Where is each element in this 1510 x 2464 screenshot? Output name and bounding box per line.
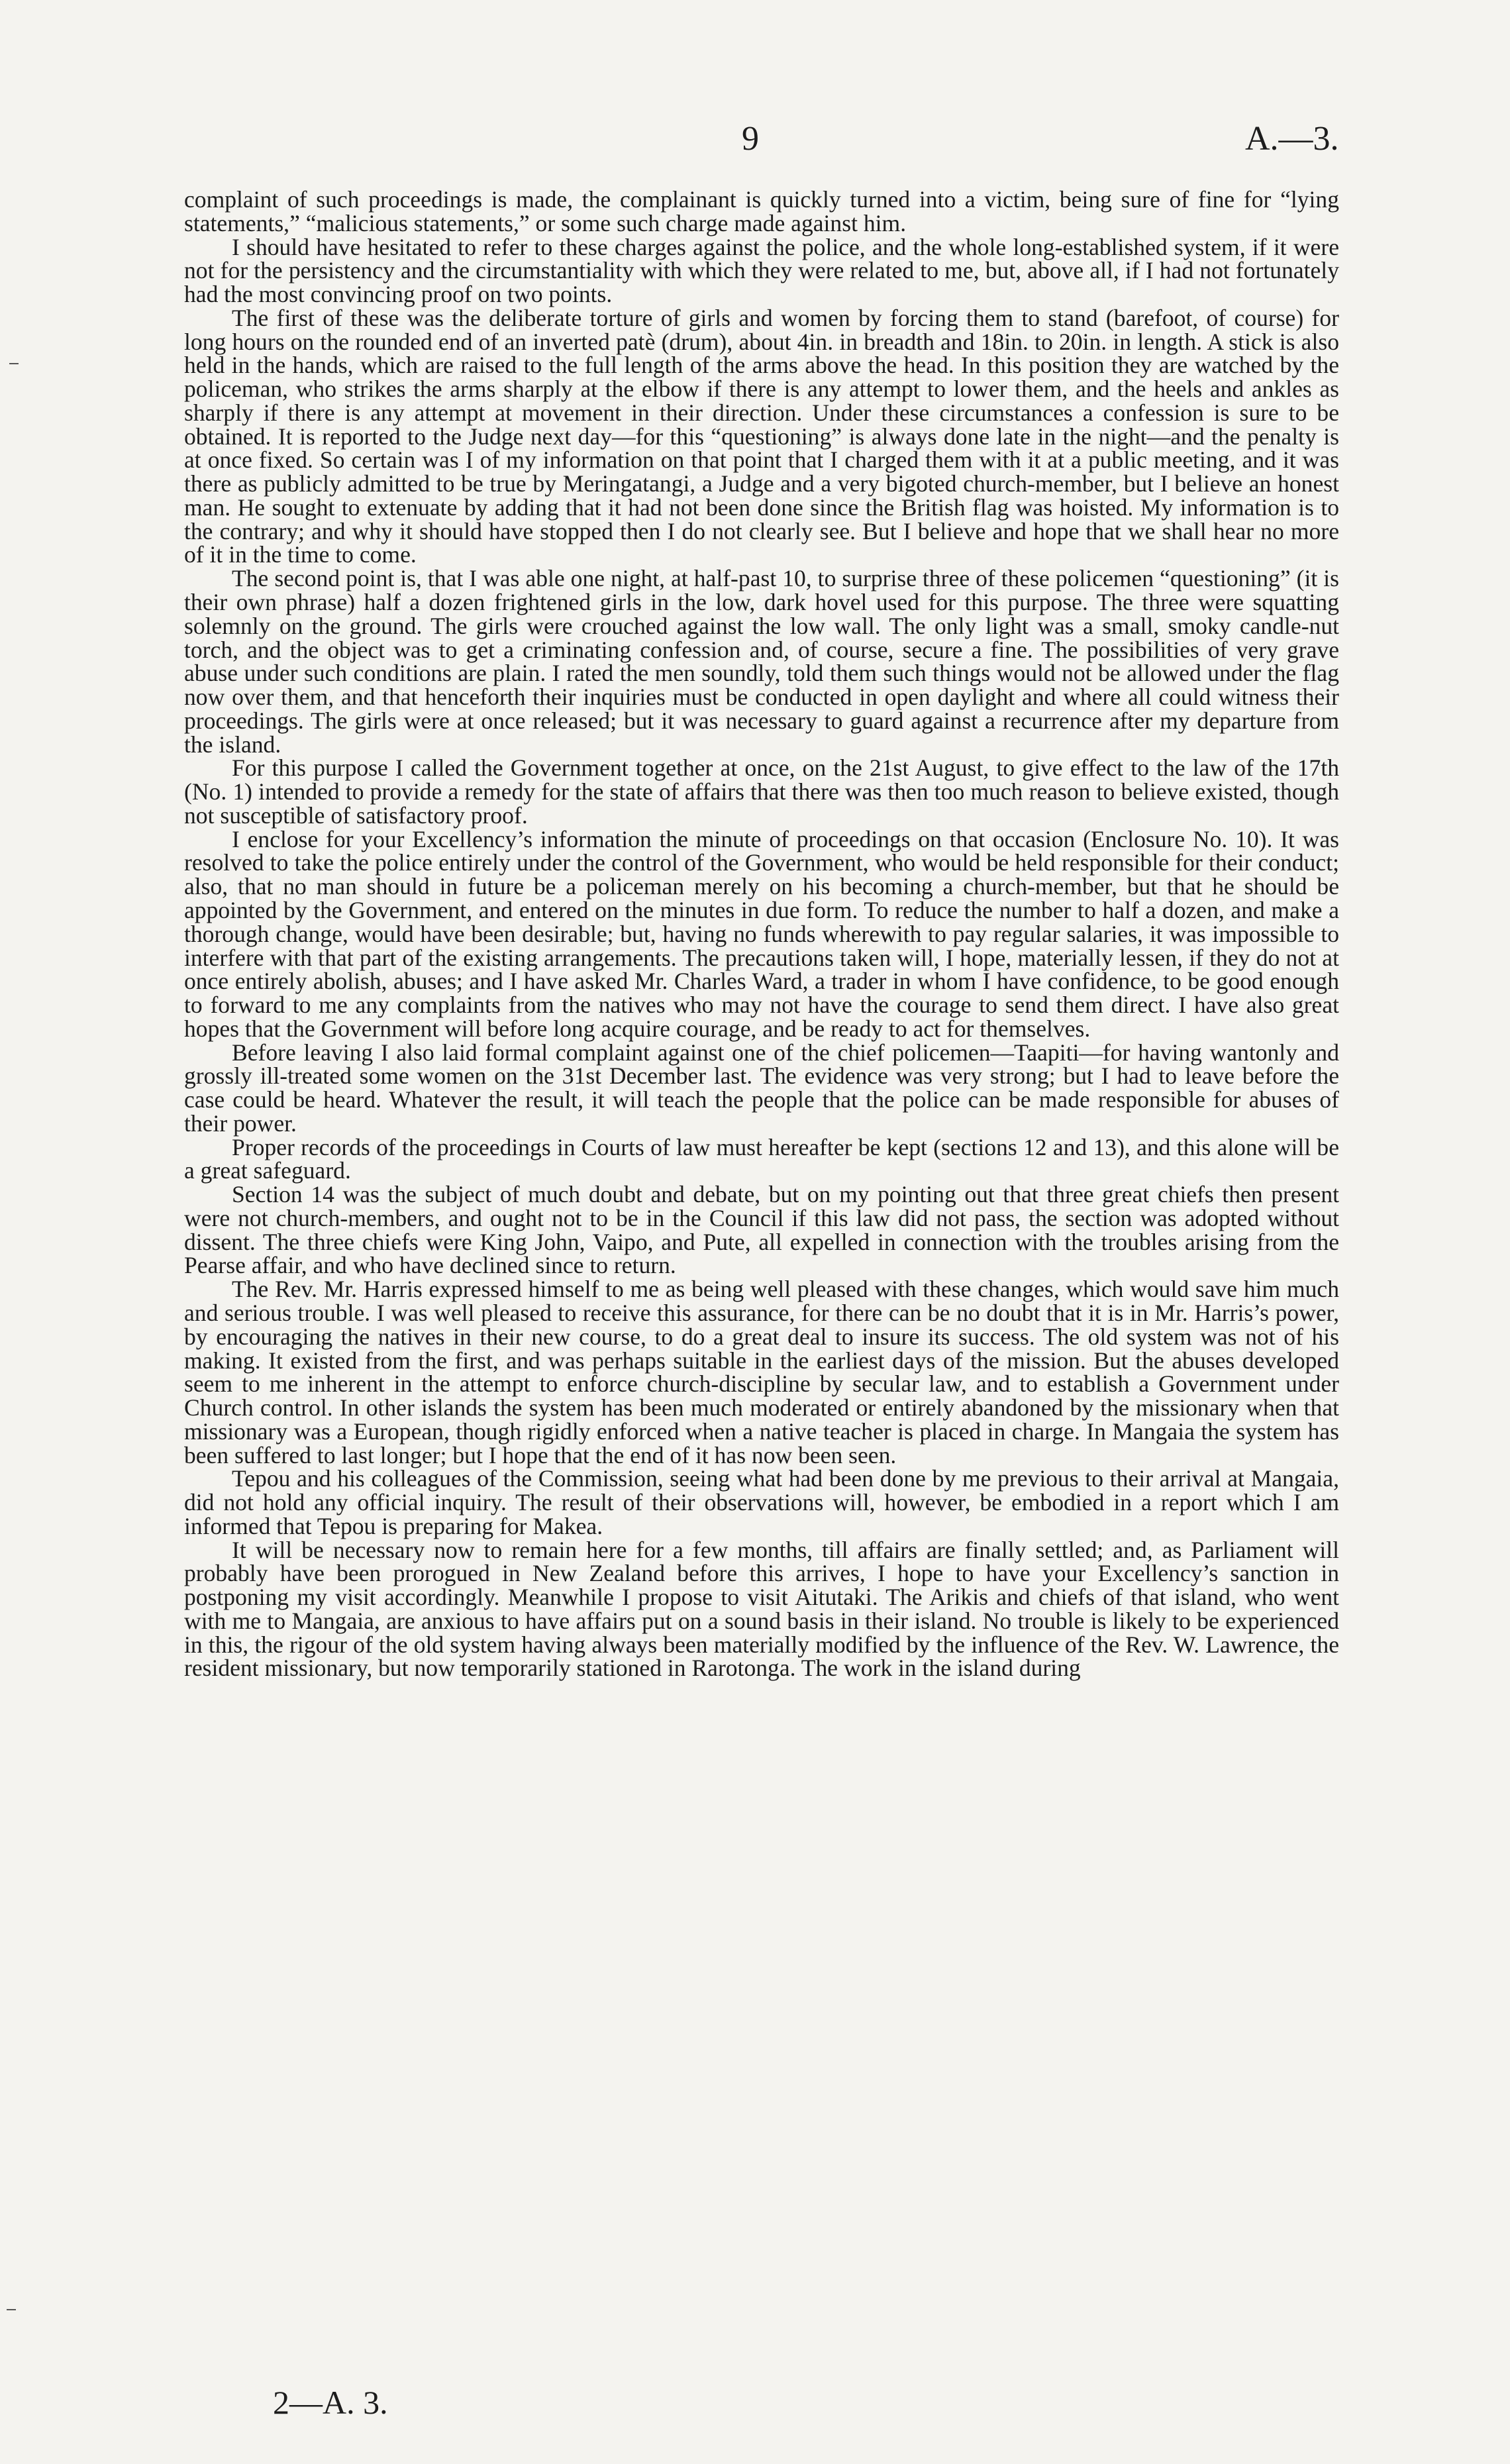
paragraph-6: I enclose for your Excellency’s information the minute of proceedings on that occasion (Enclosure No. 10). It was resolved to take the police entirely under the control of the Government, who would be held responsible for their conduct; also, that no man should in future be a policeman merely on his becoming a church-member, but that he should be appointed by the Government, and entered on the minutes in due form. To reduce the number to half a dozen, and make a thorough change, would have been desirable; but, having no funds wherewith to pay regular salaries, it was impossible to interfere with that part of the existing arrangements. The precautions taken will, I hope, materially lessen, if they do not at once entirely abolish, abuses; and I have asked Mr. Charles Ward, a trader in whom I have confidence, to be good enough to forward to me any complaints from the natives who may not have the courage to send them direct. I have also great hopes that the Government will before long acquire courage, and be ready to act for themselves. xyxy=(184,825,1339,1042)
body-text xyxy=(184,188,1339,1680)
paragraph-1: complaint of such proceedings is made, the complainant is quickly turned into a victim, being sure of fine for “lying statements,” “malicious statements,” or some such charge made against him. xyxy=(184,186,1339,236)
paragraph-9: Section 14 was the subject of much doubt and debate, but on my pointing out that three great chiefs then present were not church-members, and ought not to be in the Council if this law did not pass, the section was adopted without dissent. The three chiefs were King John, Vaipo, and Pute, all expelled in connection with the troubles arising from the Pearse affair, and who have declined since to return. xyxy=(184,1181,1339,1279)
paragraph-11: Tepou and his colleagues of the Commission, seeing what had been done by me previous to their arrival at Mangaia, did not hold any official inquiry. The result of their observations will, however, be embodied in a report which I am informed that Tepou is preparing for Makea. xyxy=(184,1465,1339,1539)
paragraph-4: The second point is, that I was able one night, at half-past 10, to surprise three of these policemen “questioning” (it is their own phrase) half a dozen frightened girls in the low, dark hovel used for this purpose. The three were squatting solemnly on the ground. The girls were crouched against the low wall. The only light was a small, smoky candle-nut torch, and the object was to get a criminating confession and, of course, secure a fine. The possibilities of very grave abuse under such conditions are plain. I rated the men soundly, told them such things would not be allowed under the flag now over them, and that henceforth their inquiries must be conducted in open daylight and where all could witness their proceedings. The girls were at once released; but it was necessary to guard against a recurrence after my departure from the island. xyxy=(184,565,1339,758)
paragraph-10: The Rev. Mr. Harris expressed himself to me as being well pleased with these changes, which would save him much and serious trouble. I was well pleased to receive this assurance, for there can be no doubt that it is in Mr. Harris’s power, by encouraging the natives in their new course, to do a great deal to insure its success. The old system was not of his making. It existed from the first, and was perhaps suitable in the earliest days of the mission. But the abuses developed seem to me inherent in the attempt to enforce church-discipline by secular law, and to establish a Government under Church control. In other islands the system has been much moderated or entirely abandoned by the missionary when that missionary was a European, though rigidly enforced when a native teacher is placed in charge. In Mangaia the system has been suffered to last longer; but I hope that the end of it has now been seen. xyxy=(184,1276,1339,1468)
paragraph-3: The first of these was the deliberate torture of girls and women by forcing them to stand (barefoot, of course) for long hours on the rounded end of an inverted patè (drum), about 4in. in breadth and 18in. to 20in. in length. A stick is also held in the hands, which are raised to the full length of the arms above the head. In this position they are watched by the policeman, who strikes the arms sharply at the elbow if there is any attempt to lower them, and the heels and ankles as sharply if there is any attempt at movement in their direction. Under these circumstances a confession is sure to be obtained. It is reported to the Judge next day—for this “questioning” is always done late in the night—and the penalty is at once fixed. So certain was I of my information on that point that I charged them with it at a public meeting, and it was there as publicly admitted to be true by Meringatangi, a Judge and a very bigoted church-member, but I believe an honest man. He sought to extenuate by adding that it had not been done since the British flag was hoisted. My information is to the contrary; and why it should have stopped then I do not clearly see. But I believe and hope that we shall hear no more of it in the time to come. xyxy=(184,304,1339,568)
paragraph-5: For this purpose I called the Government together at once, on the 21st August, to give effect to the law of the 17th (No. 1) intended to provide a remedy for the state of affairs that there was then too much reason to believe existed, though not susceptible of satisfactory proof. xyxy=(184,754,1339,829)
paper-reference: A.—3. xyxy=(1245,120,1339,158)
page-number: 9 xyxy=(742,120,759,158)
paragraph-8: Proper records of the proceedings in Courts of law must hereafter be kept (sections 12 and 13), and this alone will be a great safeguard. xyxy=(184,1133,1339,1184)
margin-mark-bottom xyxy=(7,2309,16,2310)
paragraph-12: It will be necessary now to remain here for a few months, till affairs are finally settled; and, as Parliament will probably have been prorogued in New Zealand before this arrives, I hope to have your Excellency’s sanction in postponing my visit accordingly. Meanwhile I propose to visit Aitutaki. The Arikis and chiefs of that island, who went with me to Mangaia, are anxious to have affairs put on a sound basis in their island. No trouble is likely to be experienced in this, the rigour of the old system having always been materially modified by the influence of the Rev. W. Lawrence, the resident missionary, but now temporarily stationed in Rarotonga. The work in the island during xyxy=(184,1536,1339,1682)
paragraph-7: Before leaving I also laid formal complaint against one of the chief policemen—Taapiti—for having wantonly and grossly ill-treated some women on the 31st December last. The evidence was very strong; but I had to leave before the case could be heard. Whatever the result, it will teach the people that the police can be made responsible for abuses of their power. xyxy=(184,1039,1339,1137)
sheet-signature: 2—A. 3. xyxy=(273,2384,388,2421)
margin-mark-top xyxy=(9,363,19,364)
paragraph-2: I should have hesitated to refer to these charges against the police, and the whole long-established system, if it were not for the persistency and the circumstantiality with which they were related to me, but, above all, if I had not fortunately had the most convincing proof on two points. xyxy=(184,233,1339,308)
